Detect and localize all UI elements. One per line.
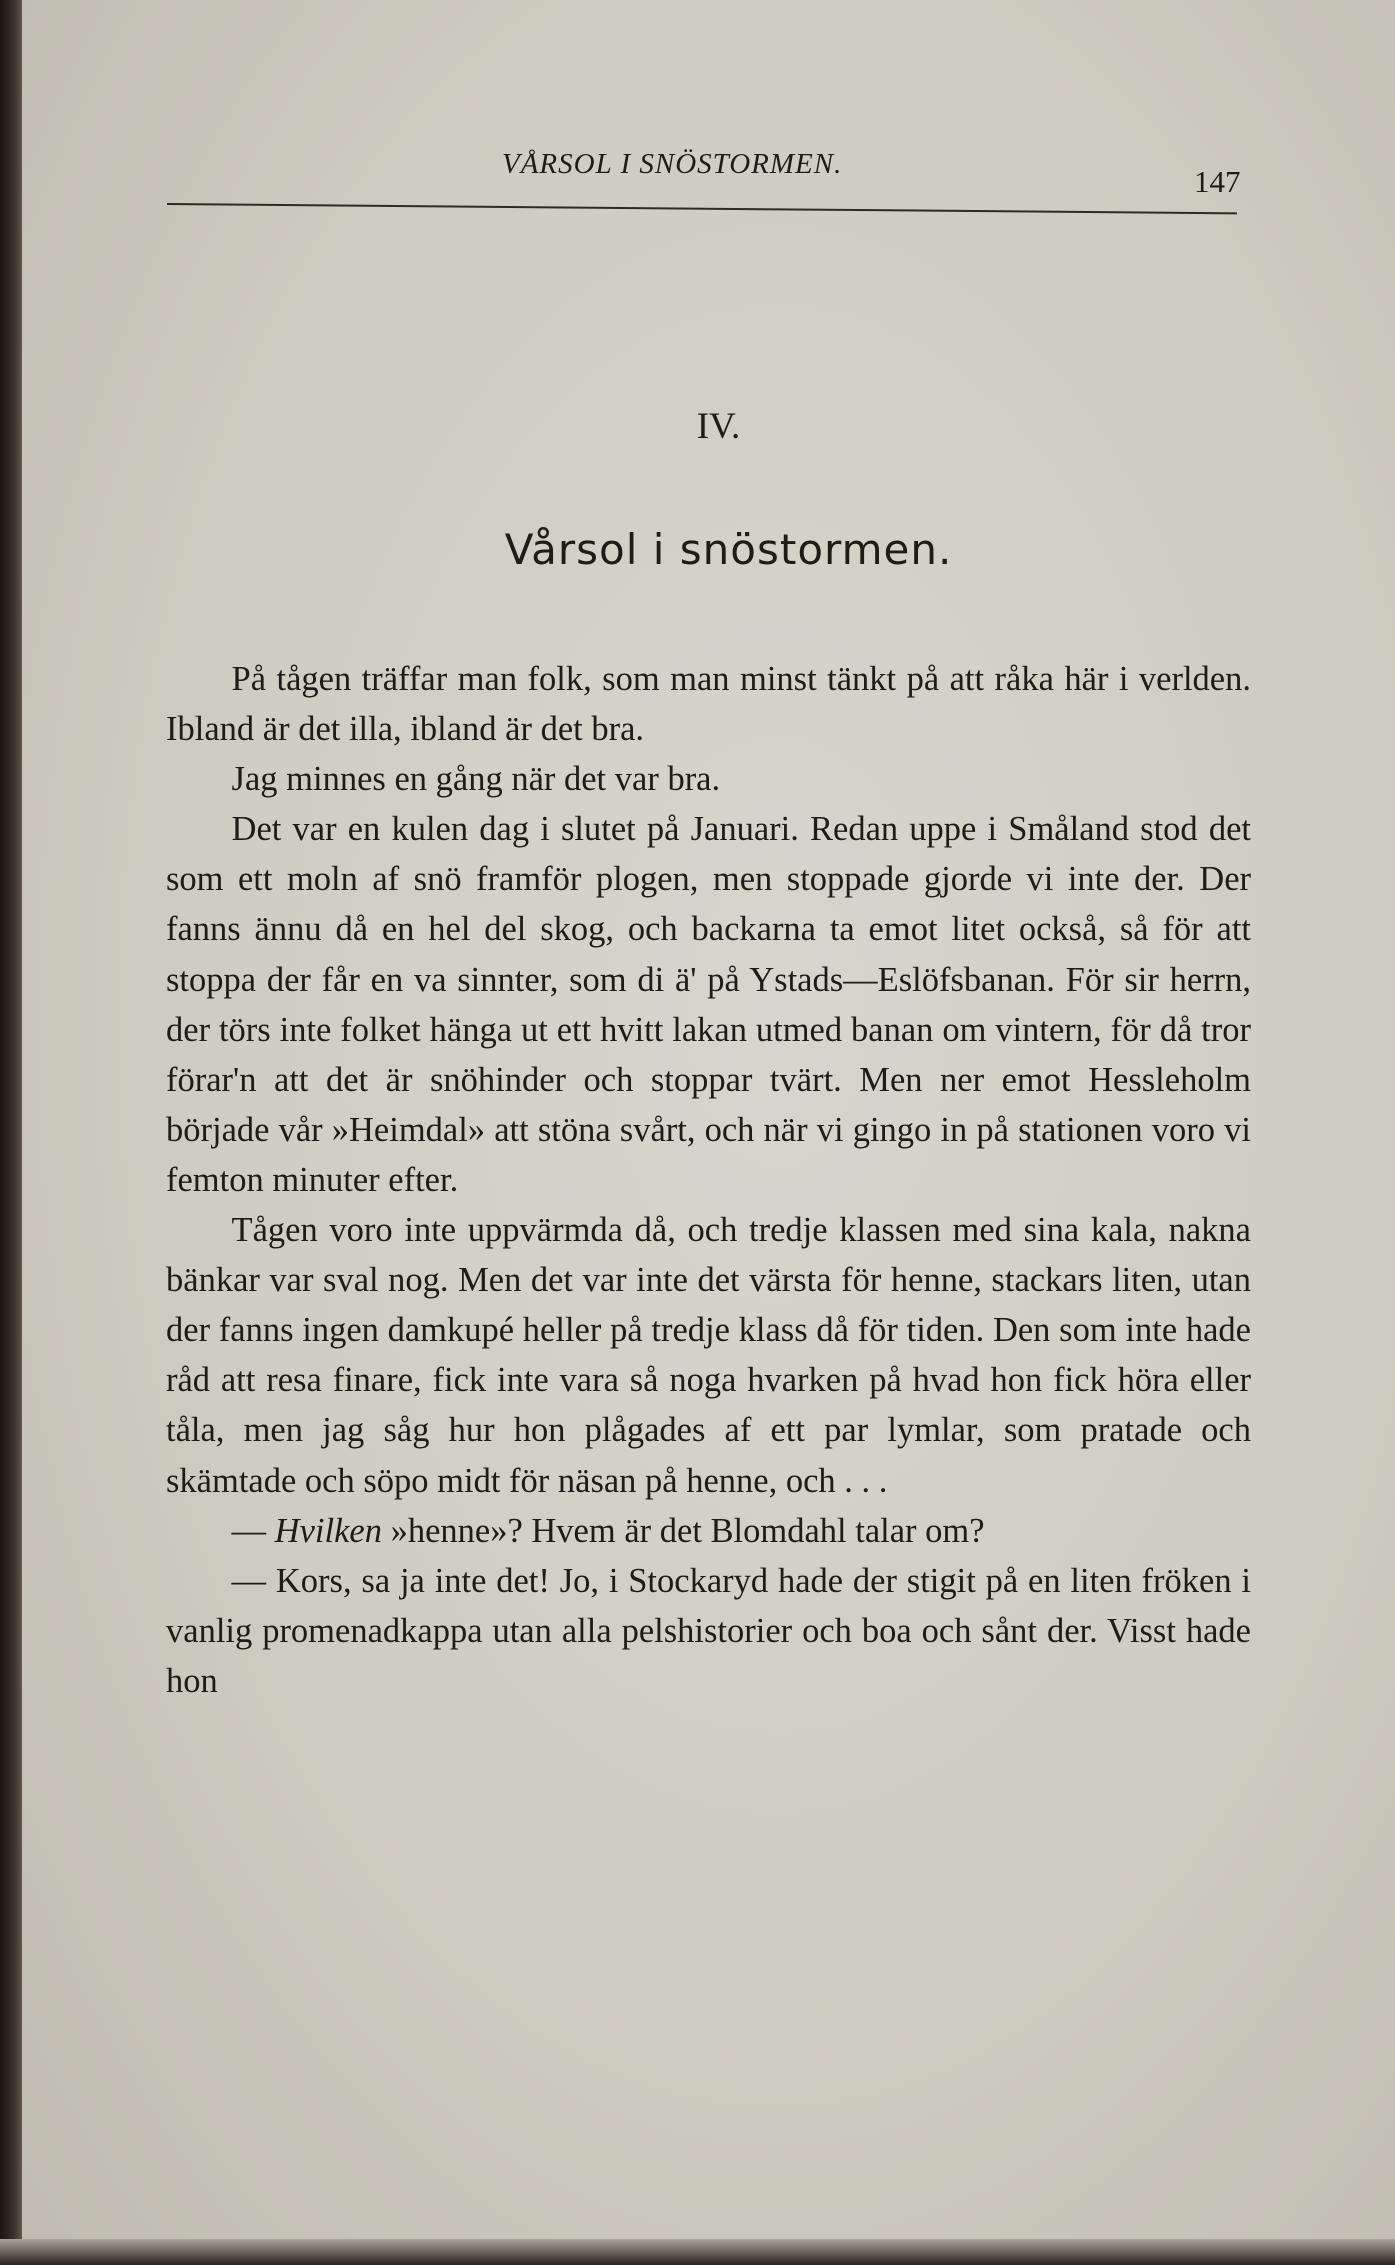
paragraph: Det var en kulen dag i slutet på Januari. Redan uppe i Småland stod det som ett moln af snö framför plogen, men stoppade gjorde vi inte der. Der fanns ännu då en hel del skog, och backarna ta emot litet också, så för att stoppa der får en va sinnter, som di ä' på Ystads—Eslöfsbanan. För sir herrn, der törs inte folket hänga ut ett hvitt lakan utmed banan om vintern, för då tror förar'n att det är snöhinder och stoppar tvärt. Men ner emot Hessleholm började vår »Heimdal» att stöna svårt, och när vi gingo in på stationen voro vi femton minuter efter. <box>166 810 1251 1199</box>
dialogue-dash: — <box>231 1511 267 1550</box>
page-bottom-edge <box>0 2239 1395 2265</box>
page-number: 147 <box>1194 164 1241 199</box>
dialogue-text: »henne»? Hvem är det Blomdahl talar om? <box>390 1511 985 1550</box>
dialogue-paragraph <box>166 1506 1251 1556</box>
italic-word: Hvilken <box>274 1511 382 1550</box>
paragraph: På tågen träffar man folk, som man minst tänkt på att råka här i verlden. Ibland är det illa, ibland är det bra. <box>166 660 1251 749</box>
running-title: VÅRSOL I SNÖSTORMEN. <box>502 148 843 180</box>
body-text <box>166 654 1251 1706</box>
dialogue-paragraph: — Kors, sa ja inte det! Jo, i Stockaryd hade der stigit på en liten fröken i vanlig promenadkappa utan alla pelshistorier och boa och sånt der. Visst hade hon <box>166 1561 1251 1700</box>
book-spine-shadow <box>0 0 24 2265</box>
chapter-number: IV. <box>696 406 741 447</box>
paragraph: Jag minnes en gång när det var bra. <box>231 760 721 799</box>
paragraph: Tågen voro inte uppvärmda då, och tredje klassen med sina kala, nakna bänkar var sval nog. Men det var inte det värsta för henne, stackars liten, utan der fanns ingen damkupé heller på tredje klass då för tiden. Den som inte hade råd att resa finare, fick inte vara så noga hvarken på hvad hon fick höra eller tåla, men jag såg hur hon plågades af ett par lymlar, som pratade och skämtade och söpo midt för näsan på henne, och . . . <box>166 1211 1251 1500</box>
chapter-title: Vårsol i snöstormen. <box>504 525 953 574</box>
running-header <box>162 140 1252 199</box>
header-rule <box>167 203 1237 214</box>
book-page <box>22 0 1395 2265</box>
